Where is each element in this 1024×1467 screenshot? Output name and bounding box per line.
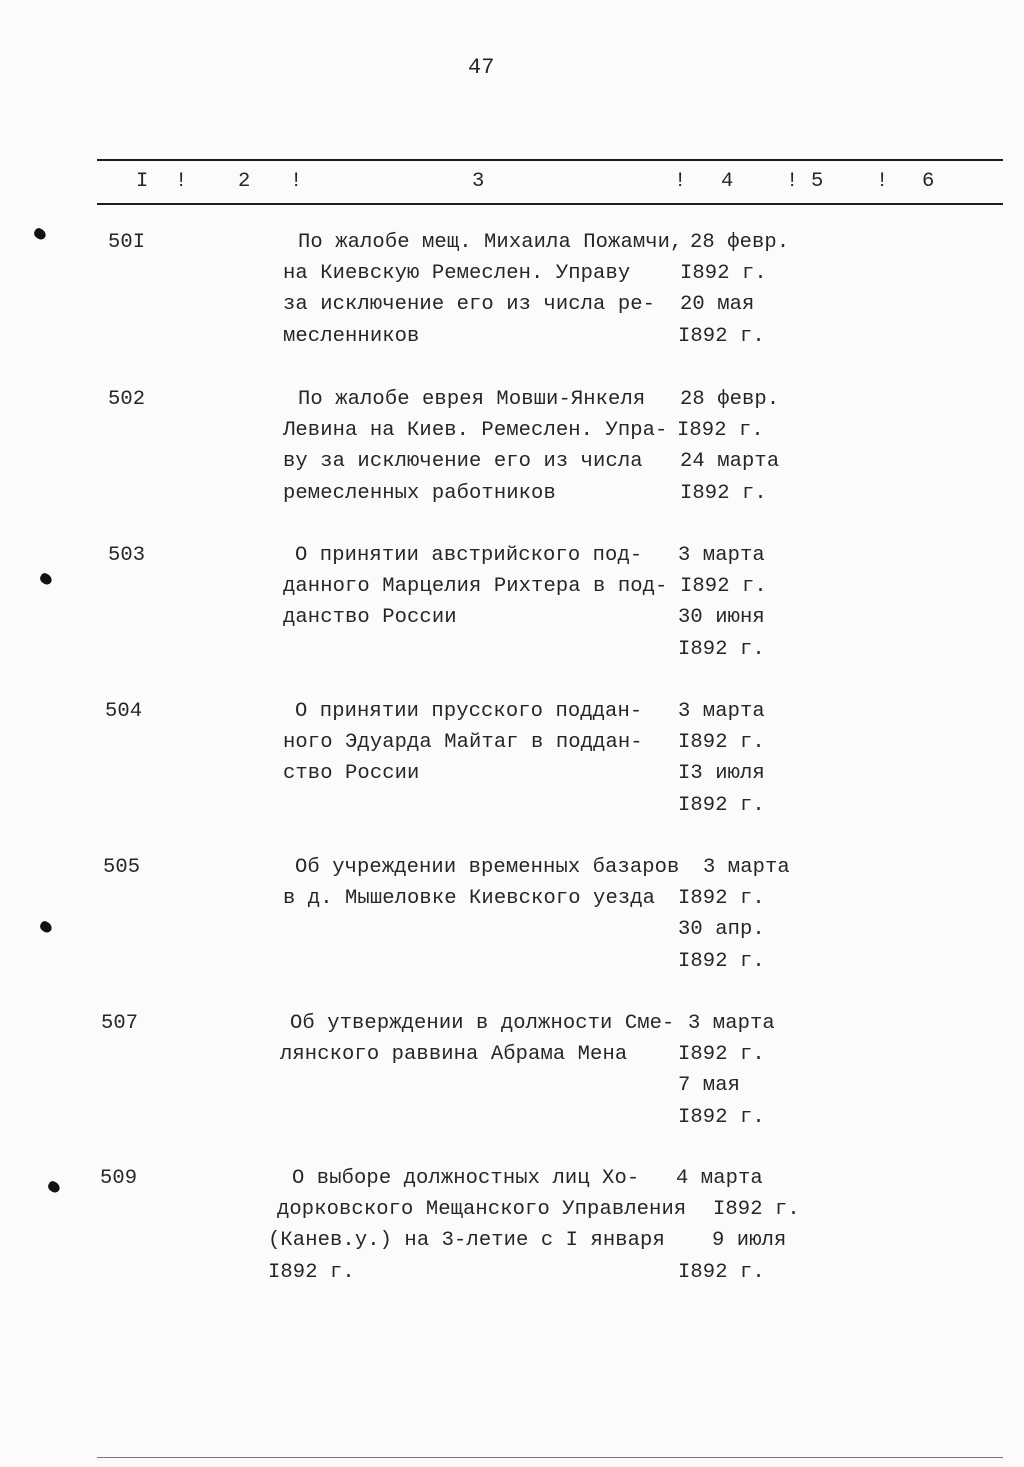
- column-header-2: 2: [238, 170, 251, 193]
- entry-start-date: 28 февр.: [690, 231, 790, 254]
- entry-description-line: Левина на Киев. Ремеслен. Упра-: [283, 419, 668, 443]
- entry-end-date: 20 мая: [680, 293, 755, 317]
- entry-description-line: ву за исключение его из числа: [283, 450, 643, 474]
- entry-description-line: ство России: [283, 762, 420, 786]
- column-header-3: 3: [472, 170, 485, 193]
- entry-end-date: I3 июля: [678, 762, 765, 786]
- entry-start-date: 28 февр.: [680, 388, 780, 411]
- entry-description-line: По жалобе еврея Мовши-Янкеля: [298, 388, 646, 411]
- entry-end-date: I892 г.: [678, 949, 765, 973]
- entry-description-line: данство России: [283, 606, 457, 630]
- entry-description-line: Об учреждении временных базаров: [295, 856, 680, 879]
- entry-description-line: на Киевскую Ремеслен. Управу: [283, 262, 631, 286]
- entry-description-line: ного Эдуарда Майтаг в поддан-: [283, 731, 643, 755]
- punch-hole-mark: [46, 1180, 61, 1195]
- entry-start-date: I892 г.: [680, 262, 767, 286]
- entry-end-date: 30 июня: [678, 606, 765, 630]
- column-header-6: 6: [922, 170, 935, 193]
- entry-description-line: лянского раввина Абрама Мена: [280, 1043, 628, 1067]
- entry-end-date: 24 марта: [680, 450, 780, 474]
- entry-start-date: I892 г.: [678, 887, 765, 911]
- entry-description-line: О принятии австрийского под-: [295, 544, 643, 567]
- entry-start-date: I892 г.: [713, 1198, 800, 1222]
- entry-description-line: О принятии прусского поддан-: [295, 700, 643, 723]
- column-separator: !: [876, 170, 889, 193]
- entry-end-date: I892 г.: [678, 793, 765, 817]
- entry-end-date: 9 июля: [712, 1229, 787, 1253]
- entry-end-date: I892 г.: [680, 481, 767, 505]
- entry-end-date: 30 апр.: [678, 918, 765, 942]
- entry-description-line: О выборе должностных лиц Хо-: [292, 1167, 640, 1190]
- entry-number: 504: [105, 700, 143, 723]
- entry-start-date: I892 г.: [680, 575, 767, 599]
- entry-description-line: данного Марцелия Рихтера в под-: [283, 575, 668, 599]
- entry-description-line: Об утверждении в должности Сме-: [290, 1012, 675, 1035]
- entry-number: 509: [100, 1167, 138, 1190]
- page-bottom-rule: [97, 1457, 1003, 1458]
- entry-start-date: I892 г.: [678, 731, 765, 755]
- entry-start-date: 3 марта: [703, 856, 790, 879]
- column-separator: !: [674, 170, 687, 193]
- entry-number: 50I: [108, 231, 146, 254]
- entry-start-date: I892 г.: [678, 1043, 765, 1067]
- header-top-rule: [97, 159, 1003, 161]
- column-header-4: 4: [721, 170, 734, 193]
- entry-end-date: I892 г.: [678, 637, 765, 661]
- entry-description-line: месленников: [283, 324, 420, 348]
- entry-description-line: ремесленных работников: [283, 481, 556, 505]
- entry-description-line: По жалобе мещ. Михаила Пожамчи,: [298, 231, 683, 254]
- entry-end-date: 7 мая: [678, 1074, 741, 1098]
- column-separator: !: [175, 170, 188, 193]
- header-bottom-rule: [97, 203, 1003, 205]
- entry-end-date: I892 г.: [678, 324, 765, 348]
- entry-end-date: I892 г.: [678, 1105, 765, 1129]
- column-header-1: I: [136, 170, 149, 193]
- entry-start-date: I892 г.: [677, 419, 764, 443]
- entry-description-line: I892 г.: [268, 1260, 355, 1284]
- entry-end-date: I892 г.: [678, 1260, 765, 1284]
- entry-description-line: (Канев.у.) на 3-летие с I января: [268, 1229, 665, 1253]
- entry-number: 503: [108, 544, 146, 567]
- entry-start-date: 3 марта: [688, 1012, 775, 1035]
- entry-number: 505: [103, 856, 141, 879]
- punch-hole-mark: [32, 227, 47, 242]
- page-number: 47: [468, 55, 495, 80]
- entry-start-date: 3 марта: [678, 700, 765, 723]
- entry-description-line: в д. Мышеловке Киевского уезда: [283, 887, 656, 911]
- column-separator: !: [786, 170, 799, 193]
- entry-number: 507: [101, 1012, 139, 1035]
- punch-hole-mark: [38, 920, 53, 935]
- entry-start-date: 3 марта: [678, 544, 765, 567]
- entry-start-date: 4 марта: [676, 1167, 763, 1190]
- entry-description-line: за исключение его из числа ре-: [283, 293, 656, 317]
- punch-hole-mark: [38, 572, 53, 587]
- entry-description-line: дорковского Мещанского Управления: [277, 1198, 687, 1222]
- entry-number: 502: [108, 388, 146, 411]
- column-header-5: 5: [811, 170, 824, 193]
- column-separator: !: [290, 170, 303, 193]
